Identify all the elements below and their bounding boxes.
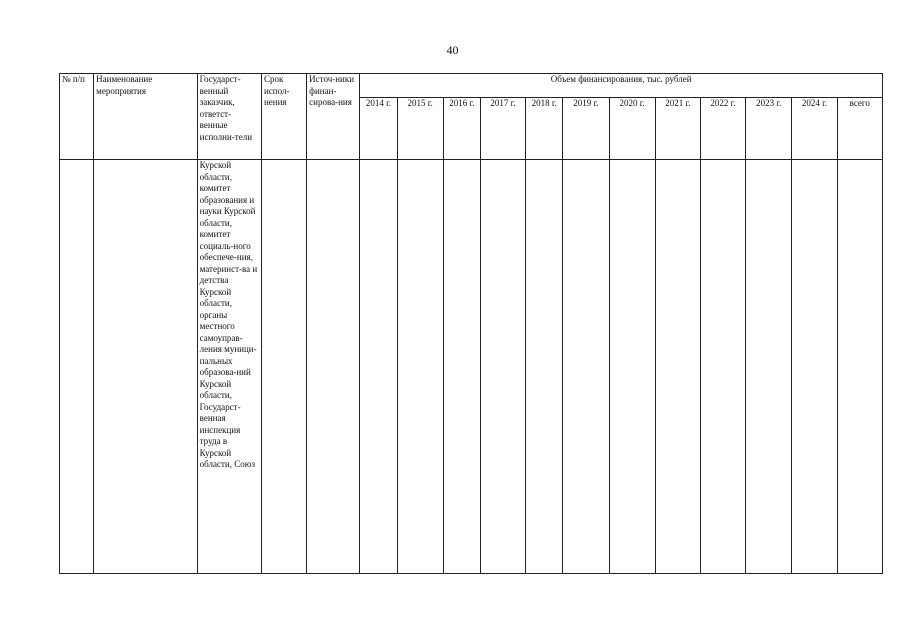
header-year: 2018 г. bbox=[526, 98, 563, 160]
cell-year-value bbox=[792, 160, 837, 574]
cell-year-value bbox=[443, 160, 480, 574]
cell-sources bbox=[307, 160, 360, 574]
header-term: Срок испол-нения bbox=[261, 74, 306, 160]
cell-term bbox=[261, 160, 306, 574]
header-funding-volume: Объем финансирования, тыс. рублей bbox=[360, 74, 883, 98]
header-num: № п/п bbox=[60, 74, 94, 160]
header-sources: Источ-ники финан-сирова-ния bbox=[307, 74, 360, 160]
header-year: 2016 г. bbox=[443, 98, 480, 160]
header-year: 2020 г. bbox=[609, 98, 655, 160]
funding-table bbox=[59, 73, 883, 574]
header-year: 2019 г. bbox=[563, 98, 609, 160]
header-year: 2017 г. bbox=[480, 98, 525, 160]
cell-total-value bbox=[837, 160, 882, 574]
cell-num bbox=[60, 160, 94, 574]
header-total: всего bbox=[837, 98, 882, 160]
cell-year-value bbox=[526, 160, 563, 574]
cell-year-value bbox=[746, 160, 792, 574]
header-year: 2023 г. bbox=[746, 98, 792, 160]
header-year: 2014 г. bbox=[360, 98, 397, 160]
table-row bbox=[60, 160, 883, 574]
cell-year-value bbox=[609, 160, 655, 574]
cell-name bbox=[94, 160, 197, 574]
header-name: Наименование мероприятия bbox=[94, 74, 197, 160]
page-number: 40 bbox=[446, 43, 459, 57]
cell-customer: Курской области, комитет образования и науки Курской области, комитет социаль-ного обеспече-ния, материнст-ва и детства Курской области, органы местного самоуправ-ления муници-пальных образова-ний Курской области, Государст-венная инспекция труда в Курской области, Союз bbox=[197, 160, 261, 574]
header-year: 2024 г. bbox=[792, 98, 837, 160]
header-year: 2015 г. bbox=[397, 98, 443, 160]
cell-year-value bbox=[563, 160, 609, 574]
cell-year-value bbox=[480, 160, 525, 574]
cell-year-value bbox=[700, 160, 745, 574]
cell-year-value bbox=[655, 160, 700, 574]
cell-year-value bbox=[360, 160, 397, 574]
header-year: 2021 г. bbox=[655, 98, 700, 160]
header-customer: Государст-венный заказчик, ответст-венные исполни-тели bbox=[197, 74, 261, 160]
cell-year-value bbox=[397, 160, 443, 574]
header-year: 2022 г. bbox=[700, 98, 745, 160]
